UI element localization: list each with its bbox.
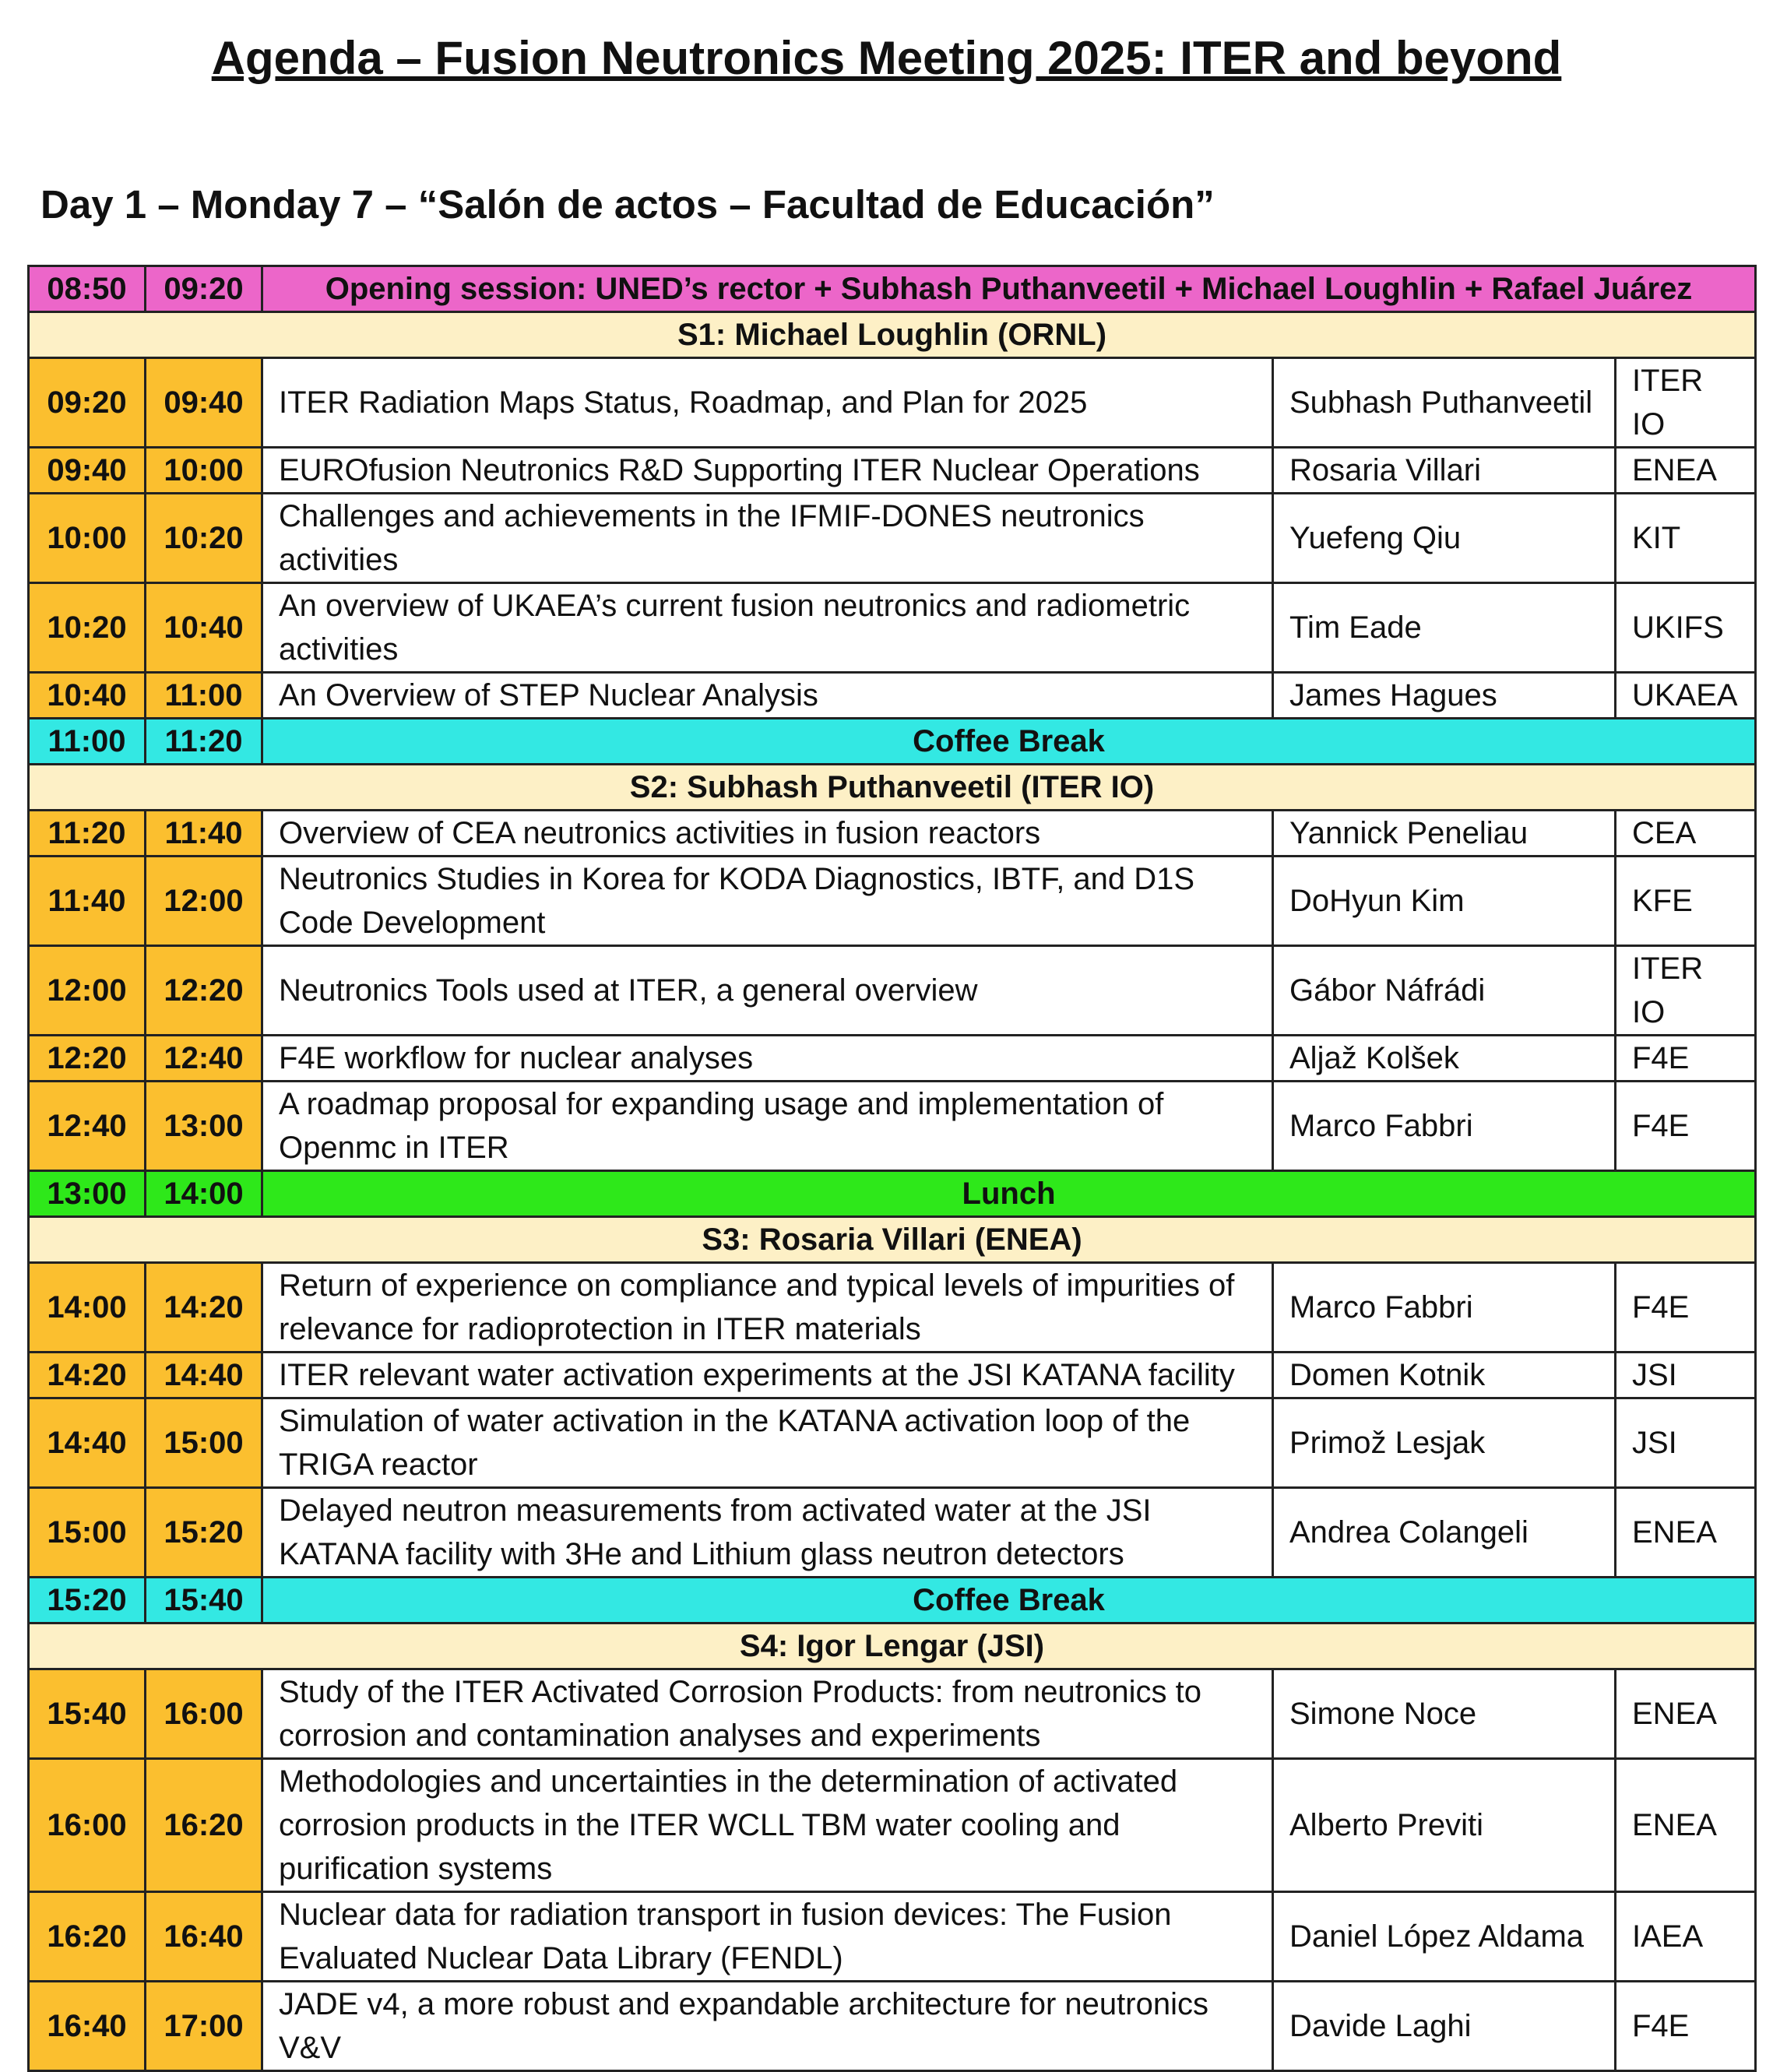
start-time: 15:00 (29, 1488, 146, 1578)
lunch-row (29, 1171, 1756, 1217)
talk-row (29, 673, 1756, 719)
speaker-name: Domen Kotnik (1273, 1353, 1616, 1398)
opening-label: Opening session: UNED’s rector + Subhash Puthanveetil + Michael Loughlin + Rafael Juárez (262, 266, 1756, 312)
talk-title: Nuclear data for radiation transport in fusion devices: The Fusion Evaluated Nuclear Data Library (FENDL) (262, 1892, 1273, 1982)
speaker-organization: UKIFS (1616, 583, 1756, 673)
end-time: 15:20 (146, 1488, 262, 1578)
session-header-row (29, 1623, 1756, 1669)
speaker-organization: ITER IO (1616, 946, 1756, 1036)
speaker-organization: JSI (1616, 1398, 1756, 1488)
talk-title: ITER Radiation Maps Status, Roadmap, and Plan for 2025 (262, 358, 1273, 448)
talk-title: F4E workflow for nuclear analyses (262, 1036, 1273, 1082)
start-time: 12:40 (29, 1082, 146, 1171)
speaker-organization: ENEA (1616, 1759, 1756, 1892)
agenda-title: Agenda – Fusion Neutronics Meeting 2025: ITER and beyond (211, 32, 1562, 84)
talk-title: An overview of UKAEA’s current fusion neutronics and radiometric activities (262, 583, 1273, 673)
speaker-organization: F4E (1616, 1036, 1756, 1082)
talk-row (29, 448, 1756, 494)
end-time: 12:40 (146, 1036, 262, 1082)
speaker-name: Subhash Puthanveetil (1273, 358, 1616, 448)
talk-title: Methodologies and uncertainties in the determination of activated corrosion products in the ITER WCLL TBM water cooling and purification systems (262, 1759, 1273, 1892)
session-chair-label: S3: Rosaria Villari (ENEA) (29, 1217, 1756, 1263)
speaker-name: Marco Fabbri (1273, 1263, 1616, 1353)
talk-row (29, 1353, 1756, 1398)
speaker-name: Andrea Colangeli (1273, 1488, 1616, 1578)
speaker-name: Rosaria Villari (1273, 448, 1616, 494)
end-time: 12:20 (146, 946, 262, 1036)
speaker-name: Alberto Previti (1273, 1759, 1616, 1892)
talk-row (29, 811, 1756, 857)
talk-row (29, 1488, 1756, 1578)
start-time: 16:40 (29, 1982, 146, 2071)
end-time: 13:00 (146, 1082, 262, 1171)
session-chair-label: S2: Subhash Puthanveetil (ITER IO) (29, 765, 1756, 811)
talk-row (29, 946, 1756, 1036)
end-time: 14:40 (146, 1353, 262, 1398)
talk-title: Study of the ITER Activated Corrosion Products: from neutronics to corrosion and contamination analyses and experiments (262, 1669, 1273, 1759)
end-time: 11:00 (146, 673, 262, 719)
lunch-label: Lunch (262, 1171, 1756, 1217)
speaker-name: DoHyun Kim (1273, 857, 1616, 946)
talk-row (29, 1669, 1756, 1759)
coffee-label: Coffee Break (262, 1578, 1756, 1623)
end-time: 10:40 (146, 583, 262, 673)
speaker-name: Gábor Náfrádi (1273, 946, 1616, 1036)
speaker-name: Primož Lesjak (1273, 1398, 1616, 1488)
speaker-name: Marco Fabbri (1273, 1082, 1616, 1171)
speaker-name: Tim Eade (1273, 583, 1616, 673)
speaker-organization: UKAEA (1616, 673, 1756, 719)
session-chair-label: S1: Michael Loughlin (ORNL) (29, 312, 1756, 358)
end-time: 09:40 (146, 358, 262, 448)
coffee-row (29, 1578, 1756, 1623)
session-header-row (29, 1217, 1756, 1263)
talk-title: Overview of CEA neutronics activities in fusion reactors (262, 811, 1273, 857)
end-time: 11:20 (146, 719, 262, 765)
coffee-row (29, 719, 1756, 765)
session-header-row (29, 765, 1756, 811)
start-time: 14:00 (29, 1263, 146, 1353)
speaker-organization: IAEA (1616, 1892, 1756, 1982)
end-time: 14:20 (146, 1263, 262, 1353)
agenda-body (29, 266, 1756, 2071)
end-time: 15:40 (146, 1578, 262, 1623)
start-time: 10:20 (29, 583, 146, 673)
speaker-name: James Hagues (1273, 673, 1616, 719)
speaker-organization: ITER IO (1616, 358, 1756, 448)
end-time: 10:20 (146, 494, 262, 583)
end-time: 11:40 (146, 811, 262, 857)
talk-title: Challenges and achievements in the IFMIF-DONES neutronics activities (262, 494, 1273, 583)
opening-row (29, 266, 1756, 312)
speaker-name: Aljaž Kolšek (1273, 1036, 1616, 1082)
speaker-organization: ENEA (1616, 1669, 1756, 1759)
start-time: 12:20 (29, 1036, 146, 1082)
speaker-organization: CEA (1616, 811, 1756, 857)
session-chair-label: S4: Igor Lengar (JSI) (29, 1623, 1756, 1669)
speaker-name: Yuefeng Qiu (1273, 494, 1616, 583)
end-time: 16:40 (146, 1892, 262, 1982)
end-time: 14:00 (146, 1171, 262, 1217)
talk-title: Delayed neutron measurements from activated water at the JSI KATANA facility with 3He and Lithium glass neutron detectors (262, 1488, 1273, 1578)
start-time: 12:00 (29, 946, 146, 1036)
speaker-organization: F4E (1616, 1263, 1756, 1353)
talk-row (29, 857, 1756, 946)
start-time: 10:00 (29, 494, 146, 583)
start-time: 14:20 (29, 1353, 146, 1398)
talk-row (29, 1263, 1756, 1353)
speaker-name: Yannick Peneliau (1273, 811, 1616, 857)
talk-row (29, 583, 1756, 673)
end-time: 10:00 (146, 448, 262, 494)
agenda-table (27, 265, 1757, 2072)
speaker-name: Daniel López Aldama (1273, 1892, 1616, 1982)
speaker-organization: KFE (1616, 857, 1756, 946)
speaker-name: Davide Laghi (1273, 1982, 1616, 2071)
end-time: 16:20 (146, 1759, 262, 1892)
talk-title: ITER relevant water activation experiments at the JSI KATANA facility (262, 1353, 1273, 1398)
talk-title: Return of experience on compliance and typical levels of impurities of relevance for radioprotection in ITER materials (262, 1263, 1273, 1353)
start-time: 11:40 (29, 857, 146, 946)
end-time: 12:00 (146, 857, 262, 946)
talk-row (29, 1082, 1756, 1171)
session-header-row (29, 312, 1756, 358)
speaker-organization: ENEA (1616, 448, 1756, 494)
talk-row (29, 1759, 1756, 1892)
talk-row (29, 1036, 1756, 1082)
speaker-organization: F4E (1616, 1982, 1756, 2071)
talk-title: EUROfusion Neutronics R&D Supporting ITER Nuclear Operations (262, 448, 1273, 494)
end-time: 09:20 (146, 266, 262, 312)
coffee-label: Coffee Break (262, 719, 1756, 765)
speaker-organization: KIT (1616, 494, 1756, 583)
talk-title: An Overview of STEP Nuclear Analysis (262, 673, 1273, 719)
start-time: 09:20 (29, 358, 146, 448)
day-heading: Day 1 – Monday 7 – “Salón de actos – Facultad de Educación” (40, 182, 1215, 227)
start-time: 15:40 (29, 1669, 146, 1759)
start-time: 16:20 (29, 1892, 146, 1982)
talk-title: Simulation of water activation in the KATANA activation loop of the TRIGA reactor (262, 1398, 1273, 1488)
talk-row (29, 1892, 1756, 1982)
start-time: 14:40 (29, 1398, 146, 1488)
speaker-name: Simone Noce (1273, 1669, 1616, 1759)
start-time: 13:00 (29, 1171, 146, 1217)
start-time: 09:40 (29, 448, 146, 494)
talk-row (29, 1398, 1756, 1488)
start-time: 15:20 (29, 1578, 146, 1623)
talk-title: Neutronics Studies in Korea for KODA Diagnostics, IBTF, and D1S Code Development (262, 857, 1273, 946)
end-time: 15:00 (146, 1398, 262, 1488)
talk-title: A roadmap proposal for expanding usage and implementation of Openmc in ITER (262, 1082, 1273, 1171)
end-time: 17:00 (146, 1982, 262, 2071)
start-time: 11:20 (29, 811, 146, 857)
talk-title: JADE v4, a more robust and expandable architecture for neutronics V&V (262, 1982, 1273, 2071)
end-time: 16:00 (146, 1669, 262, 1759)
start-time: 11:00 (29, 719, 146, 765)
talk-row (29, 1982, 1756, 2071)
start-time: 08:50 (29, 266, 146, 312)
speaker-organization: ENEA (1616, 1488, 1756, 1578)
speaker-organization: JSI (1616, 1353, 1756, 1398)
start-time: 10:40 (29, 673, 146, 719)
talk-row (29, 494, 1756, 583)
talk-row (29, 358, 1756, 448)
talk-title: Neutronics Tools used at ITER, a general overview (262, 946, 1273, 1036)
start-time: 16:00 (29, 1759, 146, 1892)
speaker-organization: F4E (1616, 1082, 1756, 1171)
